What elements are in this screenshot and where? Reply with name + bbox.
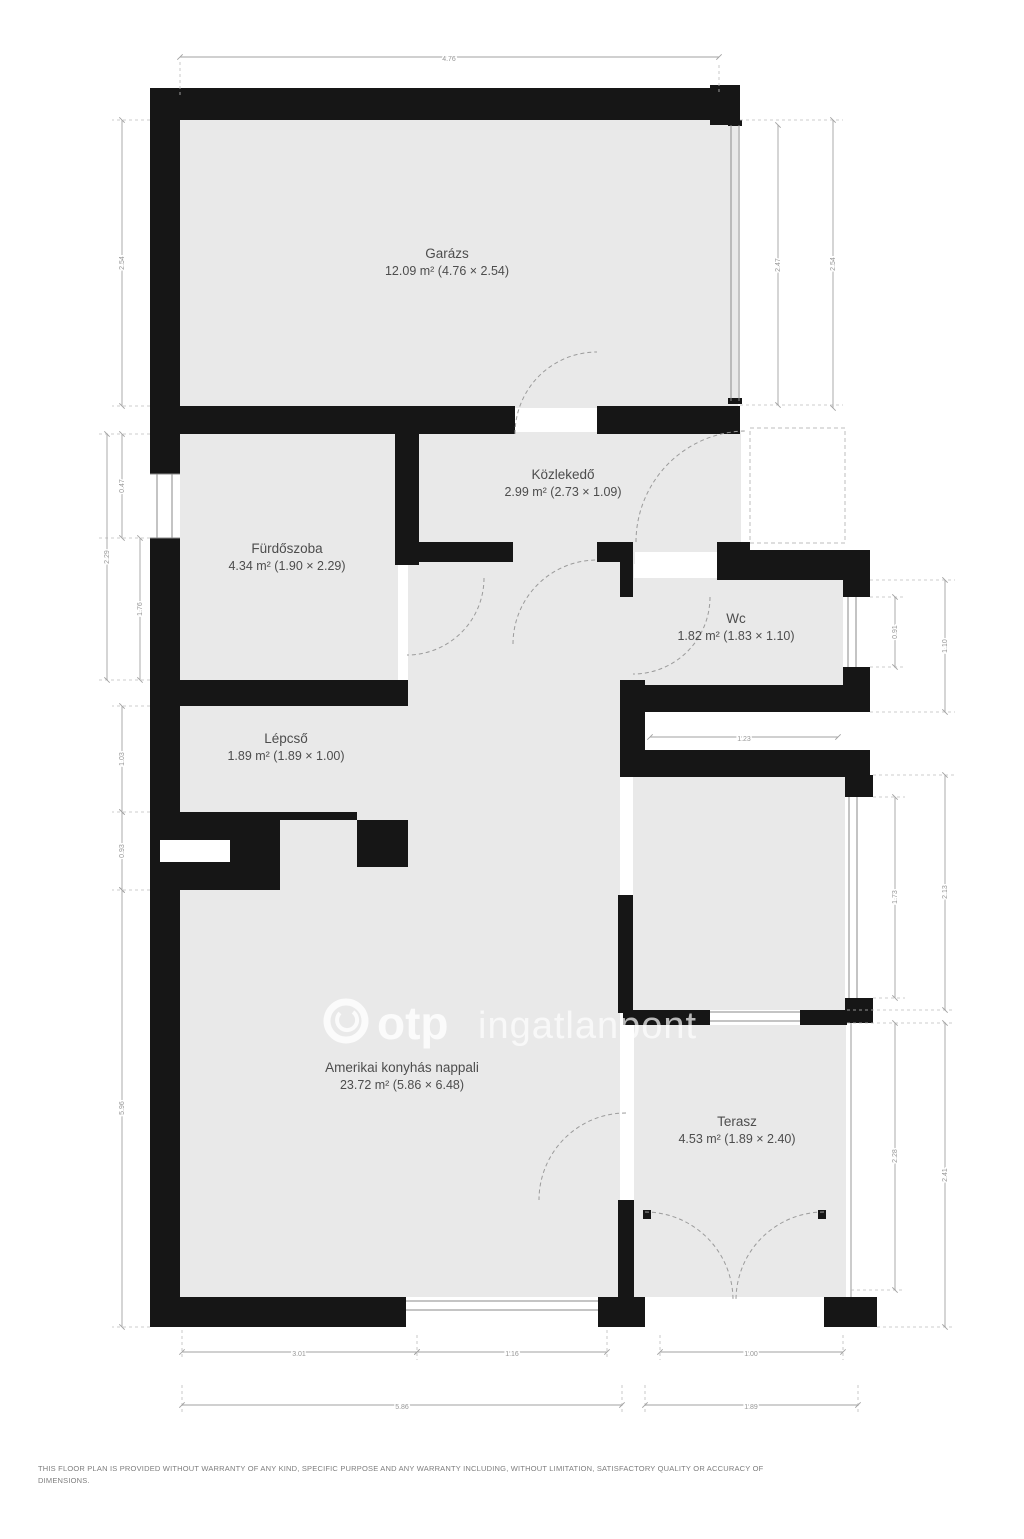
dim-label-right-1: 2.47 bbox=[774, 258, 782, 272]
dim-label-bottom-5: 1.89 bbox=[744, 1403, 758, 1411]
dim-label-left-2: 0.47 bbox=[118, 479, 126, 493]
room-size-terasz: 4.53 m² (1.89 × 2.40) bbox=[678, 1132, 796, 1146]
dim-label-right-5: 1.73 bbox=[891, 890, 899, 904]
dim-label-right-2: 2.54 bbox=[829, 257, 837, 271]
entry-porch-outline bbox=[750, 428, 845, 543]
dim-label-bottom-1: 3.01 bbox=[292, 1350, 306, 1358]
room-size-nappali: 23.72 m² (5.86 × 6.48) bbox=[339, 1078, 465, 1092]
room-label-wc: Wc bbox=[726, 611, 746, 626]
dim-label-bottom-2: 1.16 bbox=[505, 1350, 519, 1358]
watermark-brand: otp bbox=[377, 997, 449, 1049]
watermark bbox=[327, 997, 697, 1049]
disclaimer-line-2: DIMENSIONS. bbox=[38, 1476, 90, 1485]
dim-label-left-1: 2.54 bbox=[118, 256, 126, 270]
dim-label-left-6: 0.93 bbox=[118, 844, 126, 858]
dim-label-left-7: 5.96 bbox=[118, 1101, 126, 1115]
room-size-wc: 1.82 m² (1.83 × 1.10) bbox=[677, 629, 795, 643]
dim-label-left-3: 2.29 bbox=[103, 550, 111, 564]
room-label-nappali: Amerikai konyhás nappali bbox=[325, 1060, 479, 1075]
dim-label-right-4: 1.10 bbox=[941, 639, 949, 653]
room-label-kozlekedo: Közlekedő bbox=[531, 467, 595, 482]
room-size-lepcso: 1.89 m² (1.89 × 1.00) bbox=[227, 749, 345, 763]
dim-label-bottom-3: 1.00 bbox=[744, 1350, 758, 1358]
room-label-terasz: Terasz bbox=[717, 1114, 757, 1129]
dim-label-niche: 1.23 bbox=[737, 735, 751, 743]
dim-label-top: 4.76 bbox=[442, 55, 456, 63]
dim-label-right-6: 2.13 bbox=[941, 885, 949, 899]
dim-label-left-4: 1.76 bbox=[136, 602, 144, 616]
dim-label-left-5: 1.03 bbox=[118, 752, 126, 766]
room-size-furdoszoba: 4.34 m² (1.90 × 2.29) bbox=[228, 559, 346, 573]
room-size-kozlekedo: 2.99 m² (2.73 × 1.09) bbox=[504, 485, 622, 499]
room-label-garazs: Garázs bbox=[425, 246, 469, 261]
dim-label-bottom-4: 5.86 bbox=[395, 1403, 409, 1411]
dim-label-right-8: 2.41 bbox=[941, 1168, 949, 1182]
watermark-suffix: ingatlanpont bbox=[478, 1005, 698, 1047]
disclaimer bbox=[38, 1464, 764, 1485]
room-label-lepcso: Lépcső bbox=[264, 731, 308, 746]
dim-label-right-7: 2.28 bbox=[891, 1149, 899, 1163]
disclaimer-line-1: THIS FLOOR PLAN IS PROVIDED WITHOUT WARRANTY OF ANY KIND, SPECIFIC PURPOSE AND ANY WARRANTY INCLUDING, WITHOUT LIMITATION, SATISFACTORY QUALITY OR ACCURACY OF bbox=[38, 1464, 764, 1473]
room-size-garazs: 12.09 m² (4.76 × 2.54) bbox=[384, 264, 510, 278]
room-label-furdoszoba: Fürdőszoba bbox=[251, 541, 323, 556]
dim-label-right-3: 0.91 bbox=[891, 625, 899, 639]
